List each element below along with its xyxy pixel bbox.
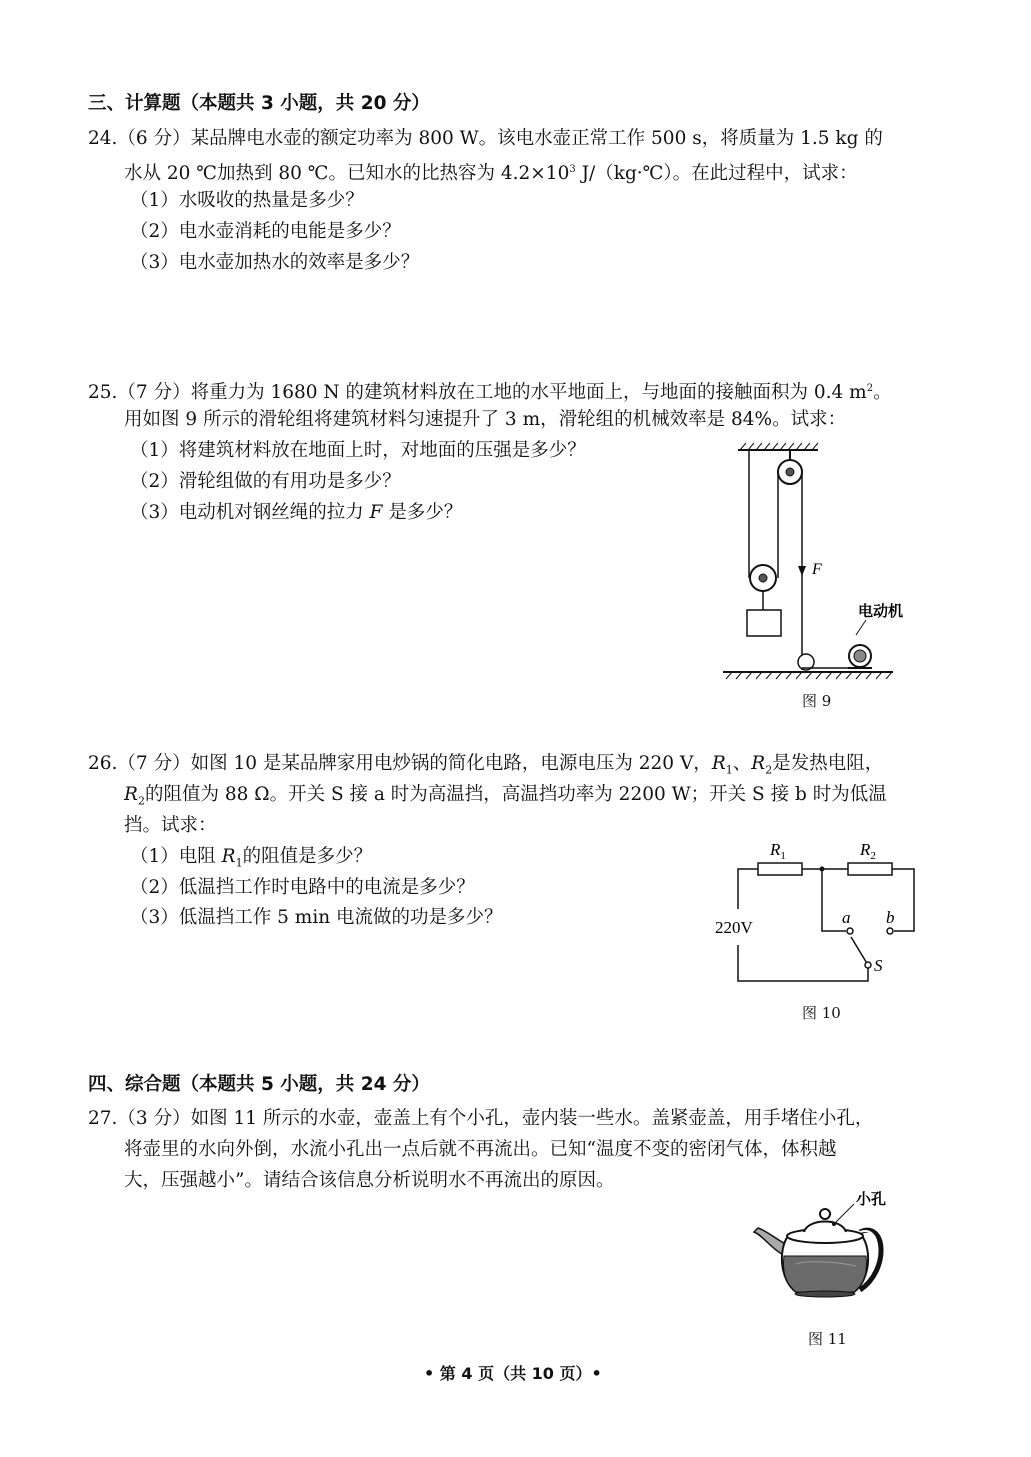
r1-letter: R bbox=[770, 840, 781, 859]
q26-line1 bbox=[88, 752, 883, 783]
q24-sub3: （3）电水壶加热水的效率是多少？ bbox=[130, 252, 420, 273]
q26-line2 bbox=[124, 783, 887, 814]
figure-10-caption: 图 10 bbox=[802, 1004, 841, 1022]
figure-11-caption: 图 11 bbox=[808, 1330, 847, 1348]
terminal-a-label: a bbox=[842, 908, 851, 927]
q27-line3: 大，压强越小”。请结合该信息分析说明水不再流出的原因。 bbox=[124, 1170, 615, 1191]
q25-exponent: 2 bbox=[866, 383, 874, 394]
q27-line2: 将壶里的水向外倒，水流小孔出一点后就不再流出。已知“温度不变的密闭气体，体积越 bbox=[124, 1139, 837, 1160]
r2-sub: 2 bbox=[870, 850, 876, 862]
figure-10-circuit-diagram bbox=[710, 835, 925, 985]
r1-label bbox=[769, 840, 786, 862]
q26-sub1-text: （1）电阻 bbox=[130, 846, 222, 867]
q26-sub1 bbox=[130, 845, 372, 876]
q24-sub2: （2）电水壶消耗的电能是多少？ bbox=[130, 221, 401, 242]
q26-line2-text: 的阻值为 88 Ω。开关 S 接 a 时为高温挡，高温挡功率为 2200 W；开关 S 接 b 时为低温 bbox=[144, 784, 887, 805]
q26-line2-r-symbol: R bbox=[124, 784, 138, 805]
q25-sub3 bbox=[130, 501, 462, 525]
q24-line1: 24.（6 分）某品牌电水壶的额定功率为 800 W。该电水壶正常工作 500 s，将质量为 1.5 kg 的 bbox=[88, 128, 883, 149]
page-footer: • 第 4 页（共 10 页）• bbox=[424, 1364, 602, 1383]
force-label: F bbox=[812, 561, 822, 578]
q26-sub1-end: 的阻值是多少？ bbox=[242, 846, 373, 867]
section-heading-calculation: 三、计算题（本题共 3 小题，共 20 分） bbox=[88, 93, 430, 114]
q25-line1-end: 。 bbox=[873, 382, 892, 404]
q26-sub2: （2）低温挡工作时电路中的电流是多少？ bbox=[130, 877, 475, 898]
q26-sub1-r-subscript: 1 bbox=[235, 856, 243, 870]
q26-line1-text: 26.（7 分）如图 10 是某品牌家用电炒锅的简化电路，电源电压为 220 V， bbox=[88, 753, 712, 774]
q26-line3: 挡。试求： bbox=[124, 815, 217, 836]
q25-sub2: （2）滑轮组做的有用功是多少？ bbox=[130, 471, 401, 492]
r1-sub: 1 bbox=[780, 850, 786, 862]
q26-sub1-r-symbol: R bbox=[221, 846, 236, 867]
q24-sub1: （1）水吸收的热量是多少？ bbox=[130, 190, 364, 211]
q26-r1-symbol: R bbox=[711, 753, 726, 774]
q24-line2-text: 水从 20 ℃加热到 80 ℃。已知水的比热容为 4.2×10 bbox=[124, 163, 570, 185]
q25-sub1: （1）将建筑材料放在地面上时，对地面的压强是多少？ bbox=[130, 440, 586, 461]
q26-line1-end: 是发热电阻， bbox=[772, 753, 884, 774]
q24-line2 bbox=[124, 158, 858, 186]
q26-r2-subscript: 2 bbox=[765, 763, 773, 777]
q25-sub3-text: （3）电动机对钢丝绳的拉力 bbox=[130, 502, 370, 523]
q26-r2-symbol: R bbox=[751, 753, 766, 774]
figure-11-teapot-illustration bbox=[748, 1180, 898, 1330]
resistor-r2 bbox=[848, 863, 892, 875]
q24-line2-unit: J/（kg·℃）。在此过程中，试求： bbox=[575, 163, 858, 185]
terminal-b-label: b bbox=[886, 908, 895, 927]
figure-9-pulley-diagram bbox=[718, 440, 904, 690]
resistor-r1 bbox=[758, 863, 802, 875]
q26-sub3: （3）低温挡工作 5 min 电流做的功是多少？ bbox=[130, 907, 503, 928]
q27-line1: 27.（3 分）如图 11 所示的水壶，壶盖上有个小孔，壶内装一些水。盖紧壶盖，用手堵住小孔， bbox=[88, 1108, 874, 1129]
q26-r1-subscript: 1 bbox=[725, 763, 733, 777]
q24-exponent: 3 bbox=[569, 164, 576, 175]
q26-separator: 、 bbox=[732, 753, 752, 774]
r2-label bbox=[859, 840, 876, 862]
hole-label: 小孔 bbox=[856, 1192, 887, 1208]
q25-force-symbol: F bbox=[369, 502, 383, 523]
figure-9-caption: 图 9 bbox=[802, 692, 832, 710]
q26-line2-r-subscript: 2 bbox=[137, 794, 145, 808]
section-heading-comprehensive: 四、综合题（本题共 5 小题，共 24 分） bbox=[88, 1074, 430, 1095]
voltage-label: 220V bbox=[715, 918, 753, 937]
q25-line1 bbox=[88, 377, 892, 405]
q25-line2: 用如图 9 所示的滑轮组将建筑材料匀速提升了 3 m，滑轮组的机械效率是 84%。试求： bbox=[124, 409, 847, 430]
q25-line1-text: 25.（7 分）将重力为 1680 N 的建筑材料放在工地的水平地面上，与地面的接触面积为 0.4 m bbox=[88, 382, 867, 404]
r2-letter: R bbox=[860, 840, 871, 859]
q25-sub3-end: 是多少？ bbox=[382, 502, 463, 523]
switch-s-label: S bbox=[874, 956, 883, 975]
motor-label: 电动机 bbox=[858, 604, 904, 620]
